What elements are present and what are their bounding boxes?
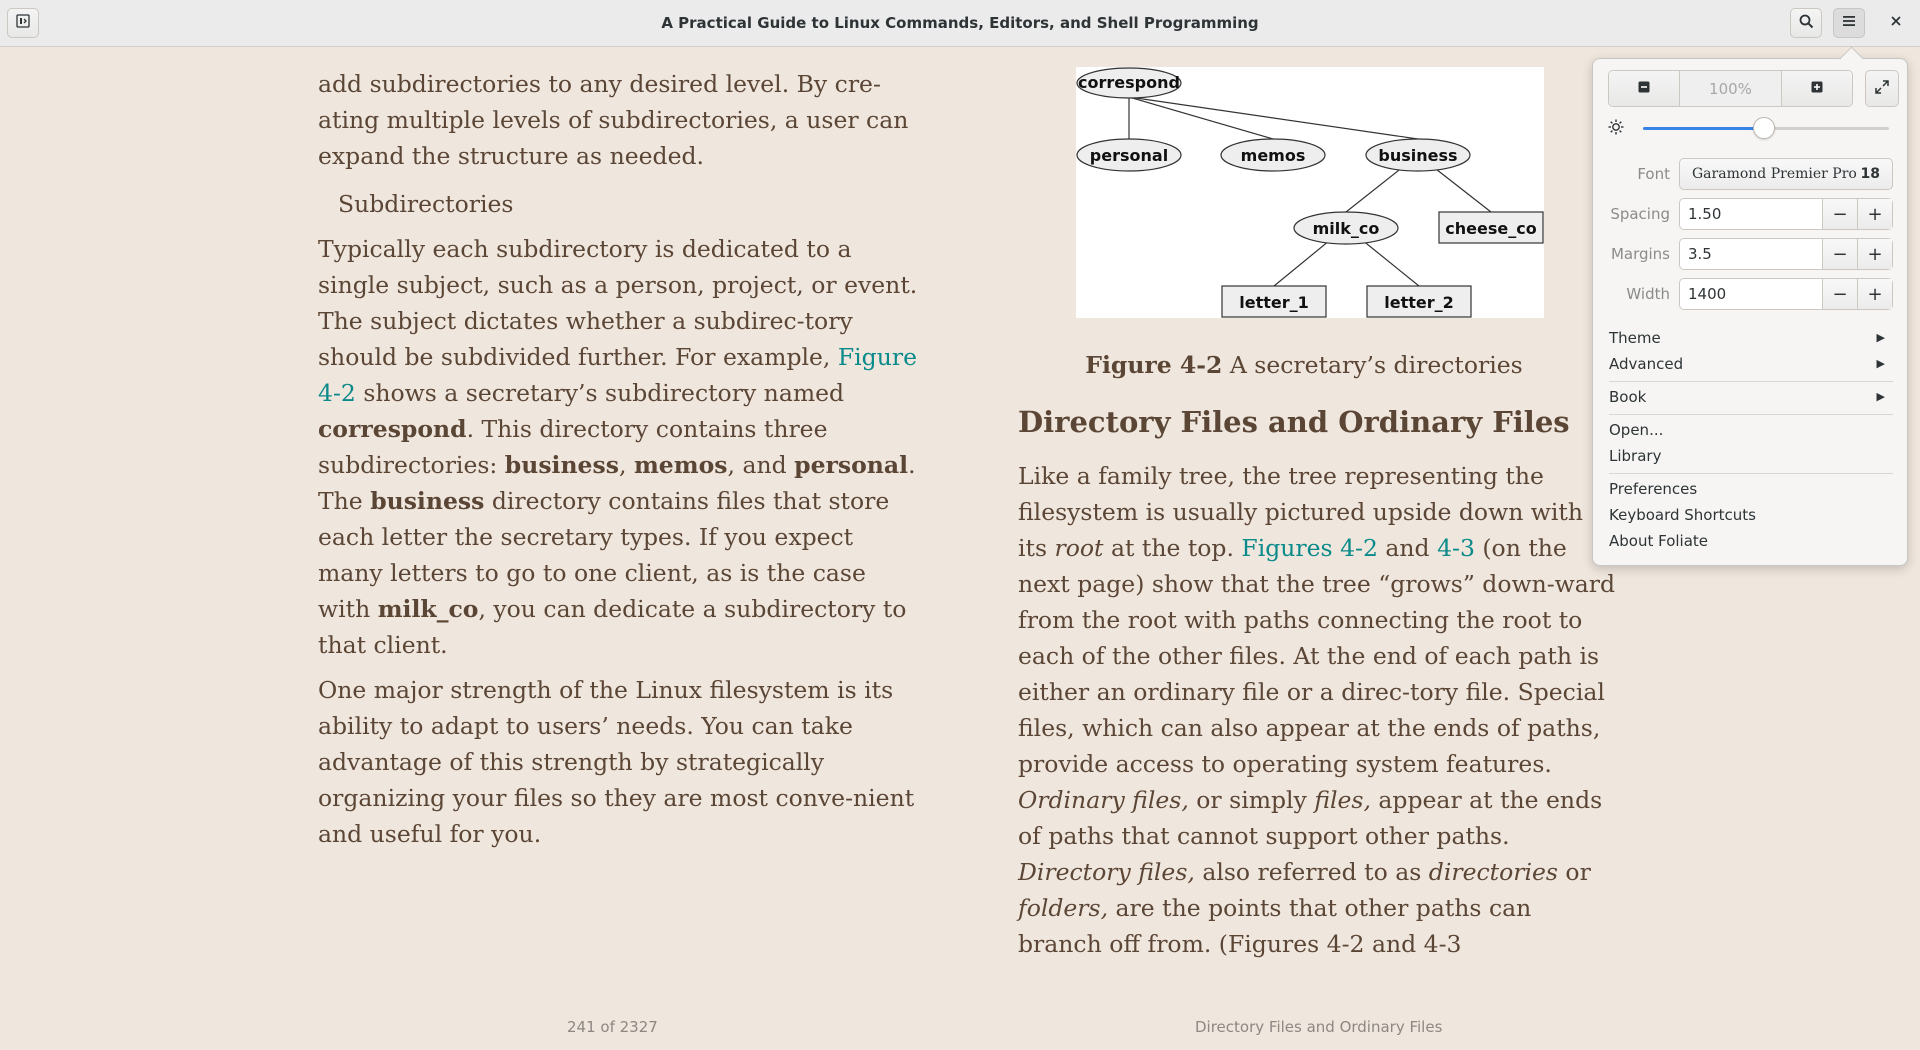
menu-item-about[interactable]: About Foliate [1609,532,1709,550]
hamburger-menu-icon [1842,15,1856,31]
node-memos [1221,139,1325,171]
search-button[interactable] [1790,8,1822,38]
font-name: Garamond Premier Pro [1692,166,1857,182]
menu-item-preferences[interactable]: Preferences [1609,480,1698,498]
directory-tree-diagram [1076,67,1544,318]
margins-increase-button[interactable]: + [1857,239,1892,269]
width-increase-button[interactable]: + [1857,279,1892,309]
zoom-in-button[interactable] [1782,71,1852,106]
menu-separator [1609,414,1893,415]
paragraph: Typically each subdirectory is dedicated to a single subject, such as a person, project, or event. The subject dictates whether a subdirec-tory should be subdivided further. For example, Figure 4-2 shows a secretary’s subdirectory named correspond. This directory contains three subdirectories: business, memos, and personal. The business directory contains files that store each letter the secretary types. If you expect many letters to go to one client, as is the case with milk_co, you can dedicate a subdirectory to that client. [318,235,918,659]
spacing-spinbutton [1679,198,1893,230]
node-letter-2 [1367,286,1471,317]
svg-text:letter_1: letter_1 [1239,293,1309,312]
zoom-out-icon [1638,81,1650,97]
paragraph: add subdirectories to any desired level. By cre-ating multiple levels of subdirectories, a user can expand the structure as needed. [318,70,909,170]
spacing-increase-button[interactable]: + [1857,199,1892,229]
right-page-column [1018,458,1618,971]
menu-item-open[interactable]: Open... [1609,421,1664,439]
menu-item-book[interactable]: Book ▶ [1609,388,1893,406]
font-chooser-button[interactable] [1679,158,1893,190]
main-menu-popover [1592,58,1908,566]
menu-item-keyboard-shortcuts[interactable]: Keyboard Shortcuts [1609,506,1756,524]
paragraph: One major strength of the Linux filesystem is its ability to adapt to users’ needs. You can take advantage of this strength by strategically organizing your files so they are most conve-nient and useful for you. [318,676,915,848]
svg-text:business: business [1378,146,1458,165]
main-menu-button[interactable] [1833,8,1865,38]
section-title: Directory Files and Ordinary Files [1018,405,1570,439]
close-icon [1890,15,1902,31]
menu-item-library[interactable]: Library [1609,447,1662,465]
fullscreen-button[interactable] [1865,70,1899,107]
svg-text:letter_2: letter_2 [1384,293,1454,312]
figure-link[interactable]: Figures 4-2 [1241,534,1378,562]
zoom-controls [1608,70,1853,107]
submenu-arrow-icon: ▶ [1876,390,1885,403]
svg-text:memos: memos [1240,146,1306,165]
left-page-column [318,66,918,861]
zoom-in-icon [1811,81,1823,97]
margins-input[interactable]: 3.5 [1688,245,1712,263]
submenu-arrow-icon: ▶ [1876,331,1885,344]
chapter-title-footer: Directory Files and Ordinary Files [1195,1018,1443,1036]
paragraph: Like a family tree, the tree representing the filesystem is usually pictured upside down with its root at the top. Figures 4-2 and 4-3 (on the next page) show that the tree “grows” down-ward from the root with paths connecting the root to each of the other files. At the end of each path is either an ordinary file or a direc-tory file. Special files, which can also appear at the ends of paths, provide access to operating system features. Ordinary files, or simply files, appear at the ends of paths that cannot support other paths. Directory files, also referred to as directories or folders, are the points that other paths can branch off from. (Figures 4-2 and 4-3 [1018,462,1616,958]
menu-item-advanced[interactable]: Advanced ▶ [1609,355,1893,373]
node-letter-1 [1222,286,1326,317]
width-input[interactable]: 1400 [1688,285,1727,303]
menu-separator [1609,473,1893,474]
zoom-out-button[interactable] [1609,71,1679,106]
page-indicator: 241 of 2327 [567,1018,658,1036]
brightness-slider[interactable] [1643,127,1889,130]
window-title: A Practical Guide to Linux Commands, Editors, and Shell Programming [661,14,1259,32]
svg-text:milk_co: milk_co [1312,219,1380,238]
margins-spinbutton [1679,238,1893,270]
node-correspond [1077,68,1181,98]
figure-link[interactable]: 4-3 [1437,534,1475,562]
spacing-decrease-button[interactable]: − [1822,199,1857,229]
submenu-arrow-icon: ▶ [1876,357,1885,370]
node-business [1366,139,1470,171]
margins-label: Margins [1610,245,1670,263]
brightness-slider-handle[interactable] [1753,117,1775,139]
spacing-label: Spacing [1610,205,1670,223]
search-icon [1799,14,1814,33]
font-label: Font [1637,165,1670,183]
font-size: 18 [1860,166,1880,182]
brightness-icon [1608,119,1624,139]
width-decrease-button[interactable]: − [1822,279,1857,309]
figure-link[interactable]: Figure 4-2 [318,343,917,407]
brightness-slider-fill [1643,127,1764,130]
margins-decrease-button[interactable]: − [1822,239,1857,269]
spacing-input[interactable]: 1.50 [1688,205,1722,223]
header-bar [0,0,1920,47]
close-button[interactable] [1880,8,1912,38]
width-label: Width [1626,285,1670,303]
zoom-level[interactable]: 100% [1679,71,1782,106]
menu-item-theme[interactable]: Theme ▶ [1609,329,1893,347]
svg-text:correspond: correspond [1078,73,1180,92]
svg-text:personal: personal [1089,146,1169,165]
figure-caption: Figure 4-2 A secretary’s directories [1085,351,1523,379]
node-cheese-co [1439,212,1543,243]
subheading: Subdirectories [338,190,514,218]
width-spinbutton [1679,278,1893,310]
directory-tree-figure [1076,67,1544,318]
svg-text:cheese_co: cheese_co [1445,219,1537,238]
node-milk-co [1294,212,1398,244]
node-personal [1077,139,1181,171]
menu-separator [1609,381,1893,382]
fullscreen-icon [1875,79,1889,98]
